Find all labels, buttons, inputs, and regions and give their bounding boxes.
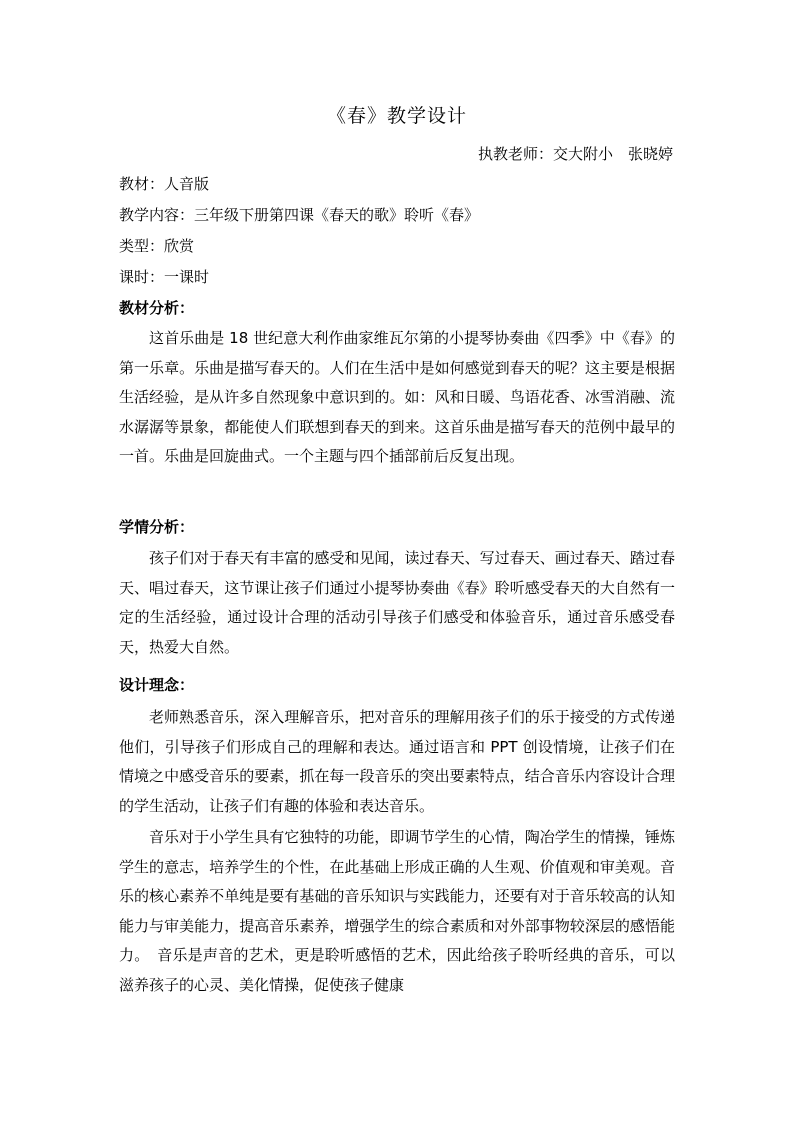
meta-type-key: 类型： bbox=[119, 237, 165, 255]
document-title: 《春》教学设计 bbox=[326, 105, 467, 127]
meta-period-key: 课时： bbox=[119, 268, 165, 286]
meta-content-key: 教学内容： bbox=[119, 206, 195, 224]
meta-content-value: 三年级下册第四课《春天的歌》聆听《春》 bbox=[194, 206, 480, 224]
meta-type-value: 欣赏 bbox=[164, 237, 195, 255]
section-heading-concept: 设计理念： bbox=[119, 676, 195, 694]
meta-type bbox=[119, 235, 194, 257]
paragraph-students: 孩子们对于春天有丰富的感受和见闻，读过春天、写过春天、画过春天、踏过春天、唱过春天，这节课让孩子们通过小提琴协奏曲《春》聆听感受春天的大自然有一定的生活经验，通过设计合理的活动引导孩子们感受和体验音乐，通过音乐感受春天，热爱大自然。 bbox=[119, 549, 675, 656]
paragraph-concept-2: 音乐对于小学生具有它独特的功能，即调节学生的心情，陶冶学生的情操，锤炼学生的意志，培养学生的个性，在此基础上形成正确的人生观、价值观和审美观。音乐的核心素养不单纯是要有基础的音乐知识与实践能力，还要有对于音乐较高的认知能力与审美能力，提高音乐素养，增强学生的综合素质和对外部事物较深层的感悟能力。 音乐是声音的艺术，更是聆听感悟的艺术，因此给孩子聆听经典的音乐，可以滋养孩子的心灵、美化情操，促使孩子健康 bbox=[119, 828, 675, 994]
meta-textbook-value: 人音版 bbox=[164, 175, 210, 193]
author-line: 执教老师：交大附小 张晓婷 bbox=[477, 145, 673, 163]
paragraph-concept-1: 老师熟悉音乐，深入理解音乐，把对音乐的理解用孩子们的乐于接受的方式传递他们，引导孩子们形成自己的理解和表达。通过语言和 PPT 创设情境，让孩子们在情境之中感受音乐的要素，抓在每一段音乐的突出要素特点，结合音乐内容设计合理的学生活动，让孩子们有趣的体验和表达音乐。 bbox=[119, 708, 675, 815]
paragraph-material: 这首乐曲是 18 世纪意大利作曲家维瓦尔第的小提琴协奏曲《四季》中《春》的第一乐章。乐曲是描写春天的。人们在生活中是如何感觉到春天的呢？这主要是根据生活经验，是从许多自然现象中意识到的。如：风和日暖、鸟语花香、冰雪消融、流水潺潺等景象，都能使人们联想到春天的到来。这首乐曲是描写春天的范例中最早的一首。乐曲是回旋曲式。一个主题与四个插部前后反复出现。 bbox=[119, 329, 675, 466]
meta-textbook-key: 教材： bbox=[119, 175, 165, 193]
meta-period bbox=[119, 266, 209, 288]
section-heading-students: 学情分析： bbox=[119, 518, 195, 536]
meta-period-value: 一课时 bbox=[164, 268, 210, 286]
meta-content bbox=[119, 204, 479, 226]
section-heading-material: 教材分析： bbox=[119, 299, 195, 317]
meta-textbook bbox=[119, 173, 209, 195]
